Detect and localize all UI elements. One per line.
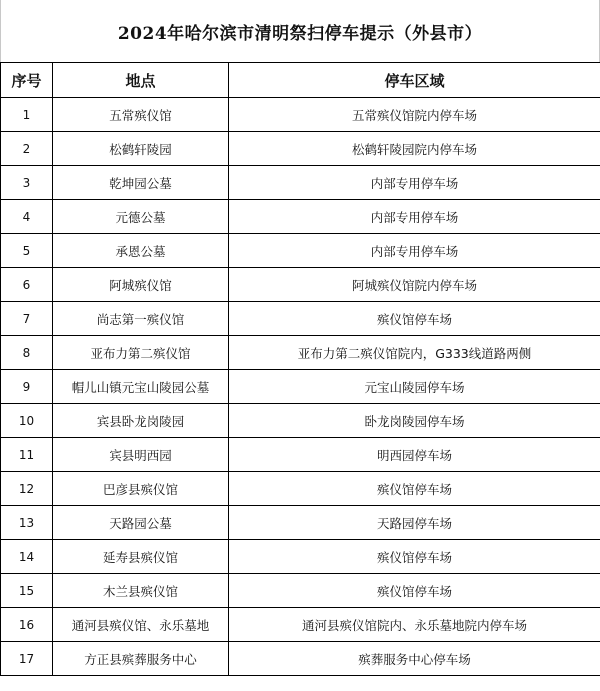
table-row	[1, 574, 600, 608]
row-location: 元德公墓	[53, 200, 229, 234]
row-parking: 内部专用停车场	[229, 234, 600, 268]
row-location: 木兰县殡仪馆	[53, 574, 229, 608]
row-parking: 通河县殡仪馆院内、永乐墓地院内停车场	[229, 608, 600, 642]
row-location: 天路园公墓	[53, 506, 229, 540]
row-index: 13	[1, 506, 53, 540]
row-location: 宾县明西园	[53, 438, 229, 472]
row-location: 巴彦县殡仪馆	[53, 472, 229, 506]
table-row	[1, 642, 600, 676]
table-header-row	[1, 63, 600, 98]
row-index: 6	[1, 268, 53, 302]
row-index: 15	[1, 574, 53, 608]
row-index: 1	[1, 98, 53, 132]
table-row	[1, 234, 600, 268]
table-row	[1, 540, 600, 574]
row-index: 4	[1, 200, 53, 234]
row-parking: 殡仪馆停车场	[229, 302, 600, 336]
table-row	[1, 132, 600, 166]
row-location: 五常殡仪馆	[53, 98, 229, 132]
row-index: 14	[1, 540, 53, 574]
row-index: 8	[1, 336, 53, 370]
header-location: 地点	[53, 63, 229, 98]
row-index: 9	[1, 370, 53, 404]
row-index: 11	[1, 438, 53, 472]
row-parking: 卧龙岗陵园停车场	[229, 404, 600, 438]
row-index: 10	[1, 404, 53, 438]
table-row	[1, 472, 600, 506]
row-location: 延寿县殡仪馆	[53, 540, 229, 574]
table-row	[1, 506, 600, 540]
table-row	[1, 268, 600, 302]
row-index: 16	[1, 608, 53, 642]
row-location: 亚布力第二殡仪馆	[53, 336, 229, 370]
header-parking: 停车区域	[229, 63, 600, 98]
row-parking: 殡葬服务中心停车场	[229, 642, 600, 676]
row-parking: 殡仪馆停车场	[229, 574, 600, 608]
row-parking: 明西园停车场	[229, 438, 600, 472]
table-row	[1, 336, 600, 370]
table-row	[1, 438, 600, 472]
row-location: 承恩公墓	[53, 234, 229, 268]
table-row	[1, 404, 600, 438]
row-parking: 五常殡仪馆院内停车场	[229, 98, 600, 132]
page-title: 2024年哈尔滨市清明祭扫停车提示（外县市）	[0, 0, 600, 62]
table-row	[1, 302, 600, 336]
row-location: 松鹤轩陵园	[53, 132, 229, 166]
row-location: 尚志第一殡仪馆	[53, 302, 229, 336]
row-parking: 元宝山陵园停车场	[229, 370, 600, 404]
row-index: 7	[1, 302, 53, 336]
table-row	[1, 370, 600, 404]
row-location: 阿城殡仪馆	[53, 268, 229, 302]
row-location: 帽儿山镇元宝山陵园公墓	[53, 370, 229, 404]
row-location: 宾县卧龙岗陵园	[53, 404, 229, 438]
row-parking: 殡仪馆停车场	[229, 540, 600, 574]
row-index: 5	[1, 234, 53, 268]
table-row	[1, 98, 600, 132]
row-index: 2	[1, 132, 53, 166]
row-parking: 殡仪馆停车场	[229, 472, 600, 506]
row-parking: 亚布力第二殡仪馆院内，G333线道路两侧	[229, 336, 600, 370]
row-parking: 天路园停车场	[229, 506, 600, 540]
row-index: 12	[1, 472, 53, 506]
row-location: 乾坤园公墓	[53, 166, 229, 200]
row-location: 方正县殡葬服务中心	[53, 642, 229, 676]
row-parking: 内部专用停车场	[229, 200, 600, 234]
row-parking: 内部专用停车场	[229, 166, 600, 200]
row-location: 通河县殡仪馆、永乐墓地	[53, 608, 229, 642]
parking-table	[0, 62, 600, 676]
table-row	[1, 608, 600, 642]
table-row	[1, 166, 600, 200]
header-index: 序号	[1, 63, 53, 98]
row-index: 17	[1, 642, 53, 676]
row-parking: 松鹤轩陵园院内停车场	[229, 132, 600, 166]
row-parking: 阿城殡仪馆院内停车场	[229, 268, 600, 302]
row-index: 3	[1, 166, 53, 200]
table-row	[1, 200, 600, 234]
